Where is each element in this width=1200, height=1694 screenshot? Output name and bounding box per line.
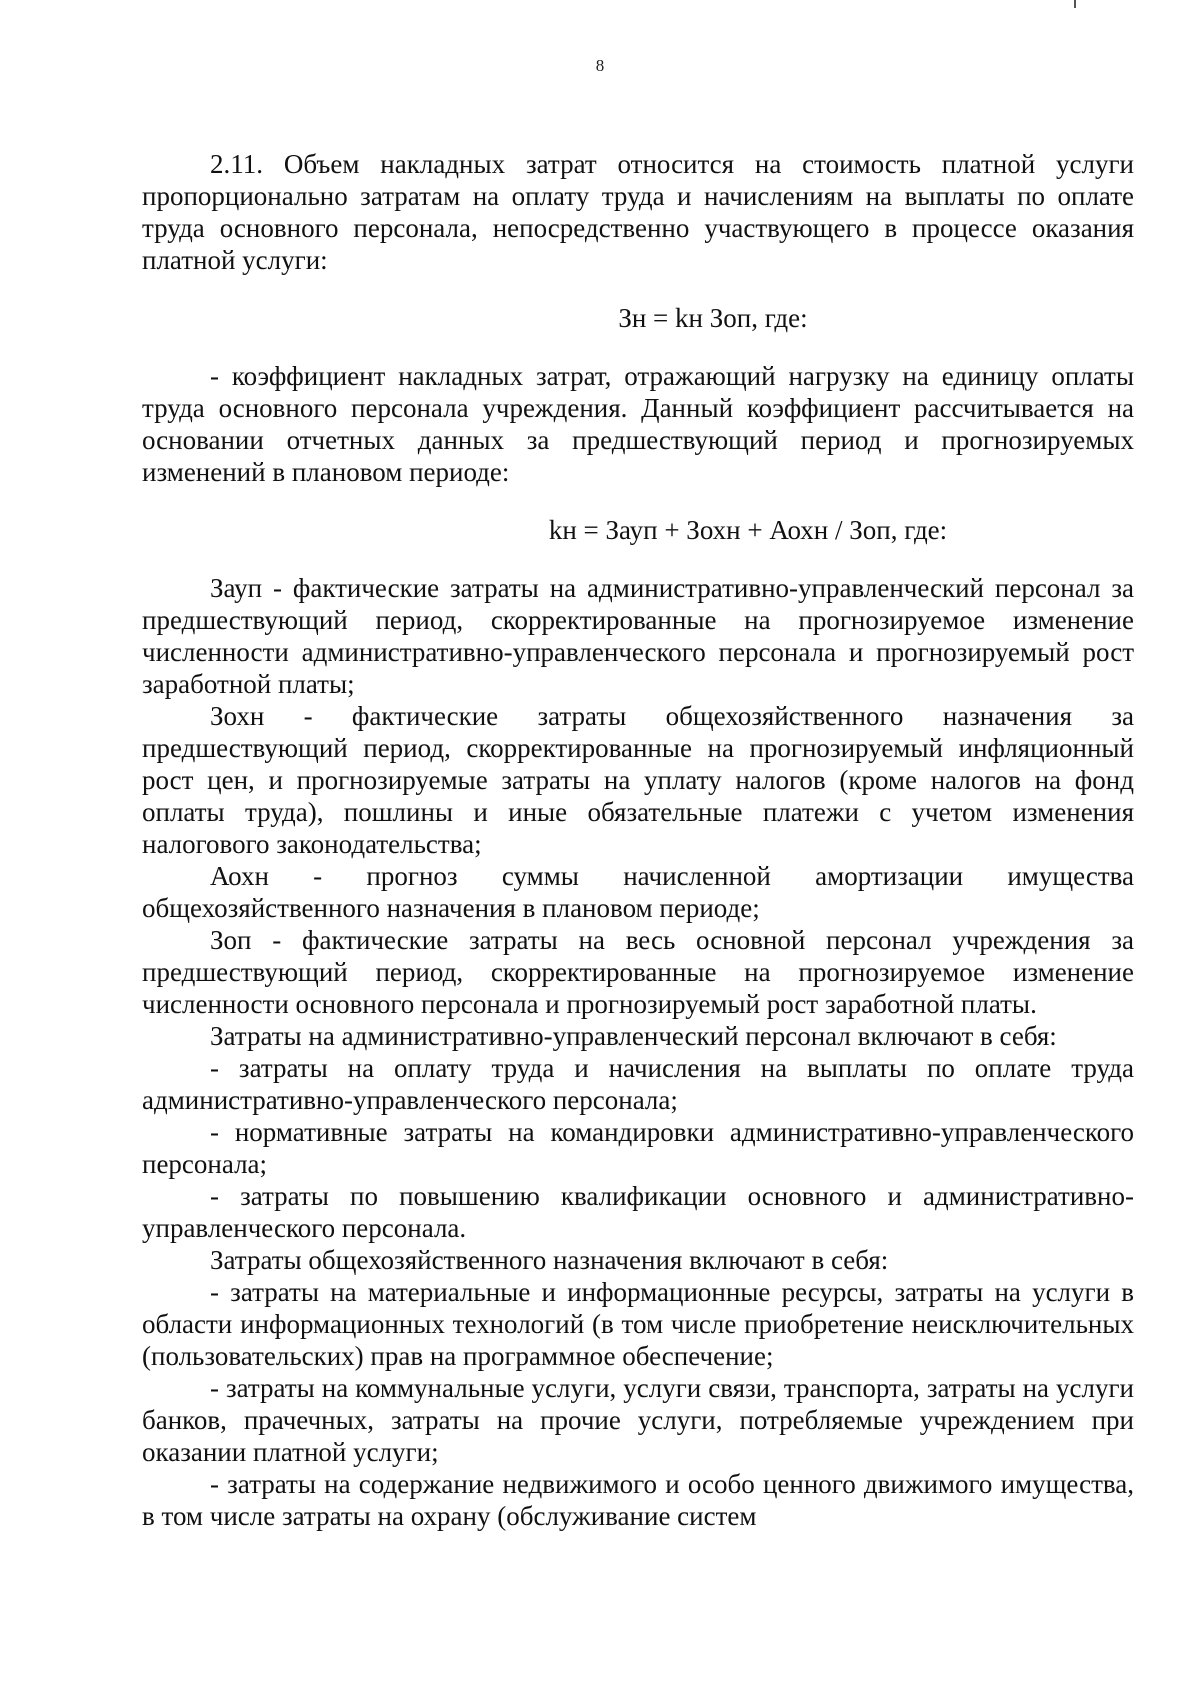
scan-mark	[1074, 0, 1076, 8]
document-body	[142, 148, 1134, 1532]
list-item-general-1: - затраты на материальные и информационные ресурсы, затраты на услуги в области информационных технологий (в том числе приобретение неисключительных (пользовательских) прав на программное обеспечение;	[142, 1277, 1134, 1371]
paragraph-coefficient: - коэффициент накладных затрат, отражающий нагрузку на единицу оплаты труда основного персонала учреждения. Данный коэффициент рассчитывается на основании отчетных данных за предшествующий период и прогнозируемых изменений в плановом периоде:	[142, 361, 1134, 487]
formula-overhead-cost: Зн = kн Зоп, где:	[618, 303, 808, 333]
page-number: 8	[595, 56, 605, 75]
list-item-aup-2: - нормативные затраты на командировки административно-управленческого персонала;	[142, 1117, 1134, 1179]
definition-aohn: Аохн - прогноз суммы начисленной амортизации имущества общехозяйственного назначения в плановом периоде;	[142, 861, 1134, 923]
paragraph-general-costs-intro: Затраты общехозяйственного назначения включают в себя:	[210, 1245, 889, 1275]
list-item-aup-1: - затраты на оплату труда и начисления на выплаты по оплате труда административно-управленческого персонала;	[142, 1053, 1134, 1115]
formula-coefficient: kн = Зауп + Зохн + Аохн / Зоп, где:	[548, 515, 948, 545]
list-item-general-3: - затраты на содержание недвижимого и особо ценного движимого имущества, в том числе затраты на охрану (обслуживание систем	[142, 1469, 1134, 1531]
list-item-aup-3: - затраты по повышению квалификации основного и административно-управленческого персонала.	[142, 1181, 1134, 1243]
definition-zohn: Зохн - фактические затраты общехозяйственного назначения за предшествующий период, скорректированные на прогнозируемый инфляционный рост цен, и прогнозируемые затраты на уплату налогов (кроме налогов на фонд оплаты труда), пошлины и иные обязательные платежи с учетом изменения налогового законодательства;	[142, 701, 1134, 859]
paragraph-aup-costs-intro: Затраты на административно-управленческий персонал включают в себя:	[210, 1021, 1057, 1051]
paragraph-2-11: 2.11. Объем накладных затрат относится на стоимость платной услуги пропорционально затратам на оплату труда и начислениям на выплаты по оплате труда основного персонала, непосредственно участвующего в процессе оказания платной услуги:	[142, 149, 1134, 275]
list-item-general-2: - затраты на коммунальные услуги, услуги связи, транспорта, затраты на услуги банков, прачечных, затраты на прочие услуги, потребляемые учреждением при оказании платной услуги;	[142, 1373, 1134, 1467]
definition-zaup: Зауп - фактические затраты на административно-управленческий персонал за предшествующий период, скорректированные на прогнозируемое изменение численности административно-управленческого персонала и прогнозируемый рост заработной платы;	[142, 573, 1134, 699]
definition-zop: Зоп - фактические затраты на весь основной персонал учреждения за предшествующий период, скорректированные на прогнозируемое изменение численности основного персонала и прогнозируемый рост заработной платы.	[142, 925, 1134, 1019]
